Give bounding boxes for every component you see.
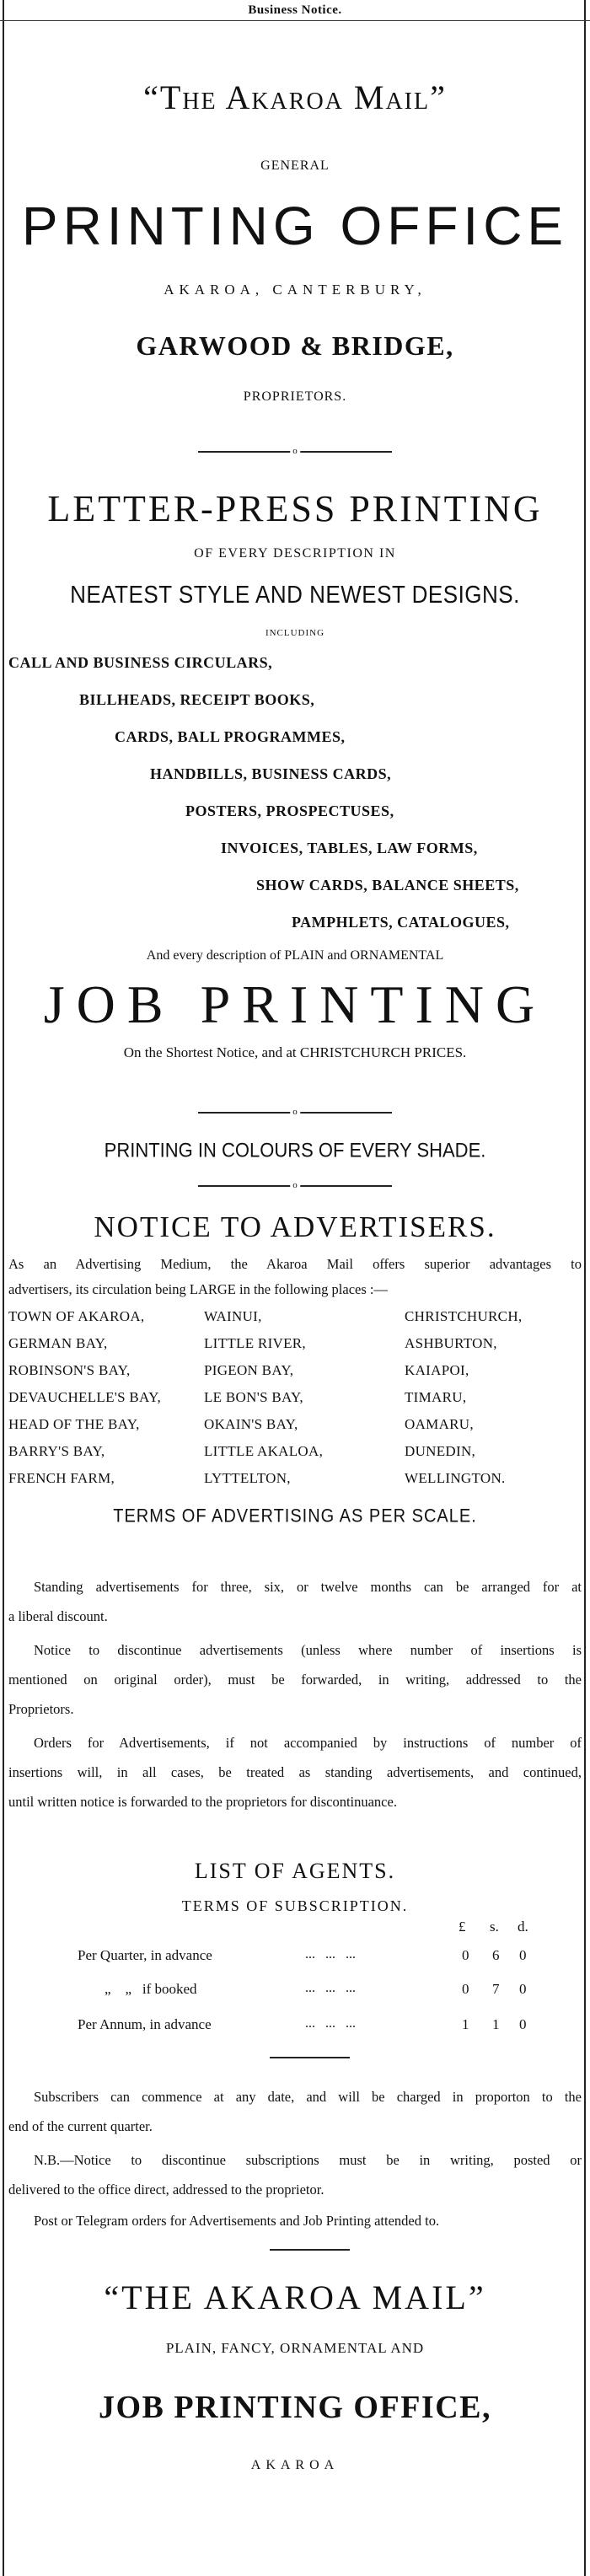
- place-col-3: KAIAPOI,: [405, 1362, 469, 1378]
- subscription-row-pounds: 0: [462, 1947, 469, 1963]
- divider-2-mark: o: [290, 1107, 300, 1117]
- letterpress-item-8: PAMPHLETS, CATALOGUES,: [292, 914, 510, 931]
- currency-header-pounds: £: [459, 1919, 466, 1935]
- para-subscribers-line-2: end of the current quarter.: [8, 2118, 153, 2134]
- para-subscribers-line-1: Subscribers can commence at any date, and will be charged in proporton to the: [34, 2089, 582, 2105]
- subscription-row-dots: ... ... ...: [305, 1981, 356, 1995]
- footer-title: “THE AKAROA MAIL”: [104, 2278, 486, 2316]
- letterpress-style-line: NEATEST STYLE AND NEWEST DESIGNS.: [70, 580, 520, 609]
- advertisers-intro-line-1: As an Advertising Medium, the Akaroa Mail offers superior advantages to: [8, 1256, 582, 1272]
- para-discontinue-line-3: Proprietors.: [8, 1701, 74, 1717]
- left-border-line: [3, 0, 4, 2576]
- place-col-3: CHRISTCHURCH,: [405, 1308, 523, 1324]
- place-col-1: GERMAN BAY,: [8, 1335, 108, 1351]
- place-col-2: PIGEON BAY,: [204, 1362, 294, 1378]
- place-col-2: LITTLE RIVER,: [204, 1335, 306, 1351]
- places-row: [8, 1362, 582, 1389]
- subscription-row-shillings: 6: [492, 1947, 500, 1963]
- para-orders-line-3: until written notice is forwarded to the proprietors for discontinuance.: [8, 1794, 397, 1810]
- divider-3: [198, 1180, 392, 1192]
- para-nb-line-1: N.B.—Notice to discontinue subscriptions must be in writing, posted or: [34, 2152, 582, 2168]
- place-col-3: OAMARU,: [405, 1416, 474, 1432]
- masthead-printing-office: PRINTING OFFICE: [21, 196, 569, 256]
- terms-of-advertising: TERMS OF ADVERTISING AS PER SCALE.: [113, 1505, 477, 1527]
- subscription-row-pence: 0: [519, 1947, 527, 1963]
- subscription-row-dots: ... ... ...: [305, 1947, 356, 1962]
- masthead-proprietors: PROPRIETORS.: [243, 389, 347, 404]
- letterpress-item-4: HANDBILLS, BUSINESS CARDS,: [150, 765, 392, 782]
- letterpress-item-3: CARDS, BALL PROGRAMMES,: [115, 728, 346, 745]
- subscription-row-pounds: 1: [462, 2016, 469, 2032]
- places-row: [8, 1443, 582, 1470]
- letterpress-item-2: BILLHEADS, RECEIPT BOOKS,: [79, 691, 315, 708]
- places-row: [8, 1389, 582, 1416]
- subscription-row-dots: ... ... ...: [305, 2016, 356, 2031]
- places-row: [8, 1335, 582, 1362]
- divider-2: [198, 1107, 392, 1119]
- divider-3-mark: o: [290, 1180, 300, 1190]
- letterpress-heading: LETTER-PRESS PRINTING: [47, 488, 543, 529]
- subscription-row-shillings: 7: [492, 1981, 500, 1997]
- job-printing-notice: On the Shortest Notice, and at CHRISTCHURCH PRICES.: [123, 1044, 467, 1060]
- letterpress-subheading: OF EVERY DESCRIPTION IN: [194, 546, 396, 561]
- masthead-location: AKAROA, CANTERBURY,: [164, 282, 426, 298]
- place-col-1: ROBINSON'S BAY,: [8, 1362, 131, 1378]
- subscription-row-shillings: 1: [492, 2016, 500, 2032]
- section-header: Business Notice.: [248, 3, 342, 17]
- divider-1: [198, 446, 392, 458]
- advertisers-heading: NOTICE TO ADVERTISERS.: [94, 1210, 496, 1243]
- letterpress-item-7: SHOW CARDS, BALANCE SHEETS,: [256, 877, 519, 894]
- footer-job-office: JOB PRINTING OFFICE,: [99, 2390, 491, 2425]
- para-discontinue-line-2: mentioned on original order), must be forwarded, in writing, addressed to the: [8, 1672, 582, 1688]
- masthead-general: GENERAL: [260, 158, 330, 173]
- letterpress-item-6: INVOICES, TABLES, LAW FORMS,: [221, 840, 478, 856]
- para-orders-line-1: Orders for Advertisements, if not accompanied by instructions of number of: [34, 1735, 582, 1751]
- advertisers-intro-line-2: advertisers, its circulation being LARGE in the following places :—: [8, 1281, 388, 1297]
- subscription-row-label: Per Quarter, in advance: [78, 1947, 212, 1963]
- place-col-2: WAINUI,: [204, 1308, 262, 1324]
- para-nb-line-2: delivered to the office direct, addressed to the proprietor.: [8, 2182, 324, 2198]
- para-discontinue-line-1: Notice to discontinue advertisements (unless where number of insertions is: [34, 1642, 582, 1658]
- subscription-row-pence: 0: [519, 2016, 527, 2032]
- places-row: [8, 1416, 582, 1443]
- printing-colours-line: PRINTING IN COLOURS OF EVERY SHADE.: [104, 1138, 486, 1162]
- letterpress-item-5: POSTERS, PROSPECTUSES,: [185, 802, 394, 819]
- right-border-line: [584, 0, 586, 2576]
- place-col-2: LE BON'S BAY,: [204, 1389, 303, 1405]
- subscription-heading: TERMS OF SUBSCRIPTION.: [181, 1897, 409, 1914]
- para-standing-line-2: a liberal discount.: [8, 1608, 108, 1624]
- place-col-2: LITTLE AKALOA,: [204, 1443, 324, 1459]
- short-rule: [270, 2249, 350, 2251]
- place-col-1: TOWN OF AKAROA,: [8, 1308, 145, 1324]
- place-col-1: FRENCH FARM,: [8, 1470, 115, 1486]
- place-col-3: WELLINGTON.: [405, 1470, 506, 1486]
- footer-plain-fancy: PLAIN, FANCY, ORNAMENTAL AND: [165, 2340, 425, 2356]
- place-col-3: TIMARU,: [405, 1389, 467, 1405]
- subscription-row-label: Per Annum, in advance: [78, 2016, 212, 2032]
- subscription-row-label: „ „ if booked: [105, 1981, 197, 1997]
- divider-1-mark: o: [290, 446, 300, 456]
- every-description-line: And every description of PLAIN and ORNAMENTAL: [146, 948, 444, 963]
- place-col-3: ASHBURTON,: [405, 1335, 497, 1351]
- footer-town: AKAROA: [250, 2458, 340, 2472]
- para-standing-line-1: Standing advertisements for three, six, or twelve months can be arranged for at: [34, 1579, 582, 1595]
- agents-heading: LIST OF AGENTS.: [194, 1859, 396, 1883]
- header-rule: [0, 20, 590, 21]
- masthead-firm: GARWOOD & BRIDGE,: [136, 330, 454, 361]
- place-col-1: DEVAUCHELLE'S BAY,: [8, 1389, 162, 1405]
- para-orders-line-2: insertions will, in all cases, be treated as standing advertisements, and continued,: [8, 1764, 582, 1780]
- place-col-1: HEAD OF THE BAY,: [8, 1416, 140, 1432]
- letterpress-item-1: CALL AND BUSINESS CIRCULARS,: [8, 654, 273, 671]
- places-row: [8, 1308, 582, 1335]
- masthead-title: “The Akaroa Mail”: [143, 78, 447, 116]
- currency-header-shillings: s.: [490, 1919, 499, 1935]
- job-printing-heading: JOB PRINTING: [43, 974, 547, 1034]
- place-col-1: BARRY'S BAY,: [8, 1443, 105, 1459]
- subscription-row-pounds: 0: [462, 1981, 469, 1997]
- short-rule: [270, 2057, 350, 2058]
- para-post-telegram: Post or Telegram orders for Advertisements and Job Printing attended to.: [34, 2213, 440, 2229]
- places-row: [8, 1470, 582, 1497]
- place-col-3: DUNEDIN,: [405, 1443, 476, 1459]
- letterpress-including: INCLUDING: [265, 628, 325, 638]
- subscription-row-pence: 0: [519, 1981, 527, 1997]
- place-col-2: OKAIN'S BAY,: [204, 1416, 298, 1432]
- currency-header-pence: d.: [518, 1919, 528, 1935]
- place-col-2: LYTTELTON,: [204, 1470, 291, 1486]
